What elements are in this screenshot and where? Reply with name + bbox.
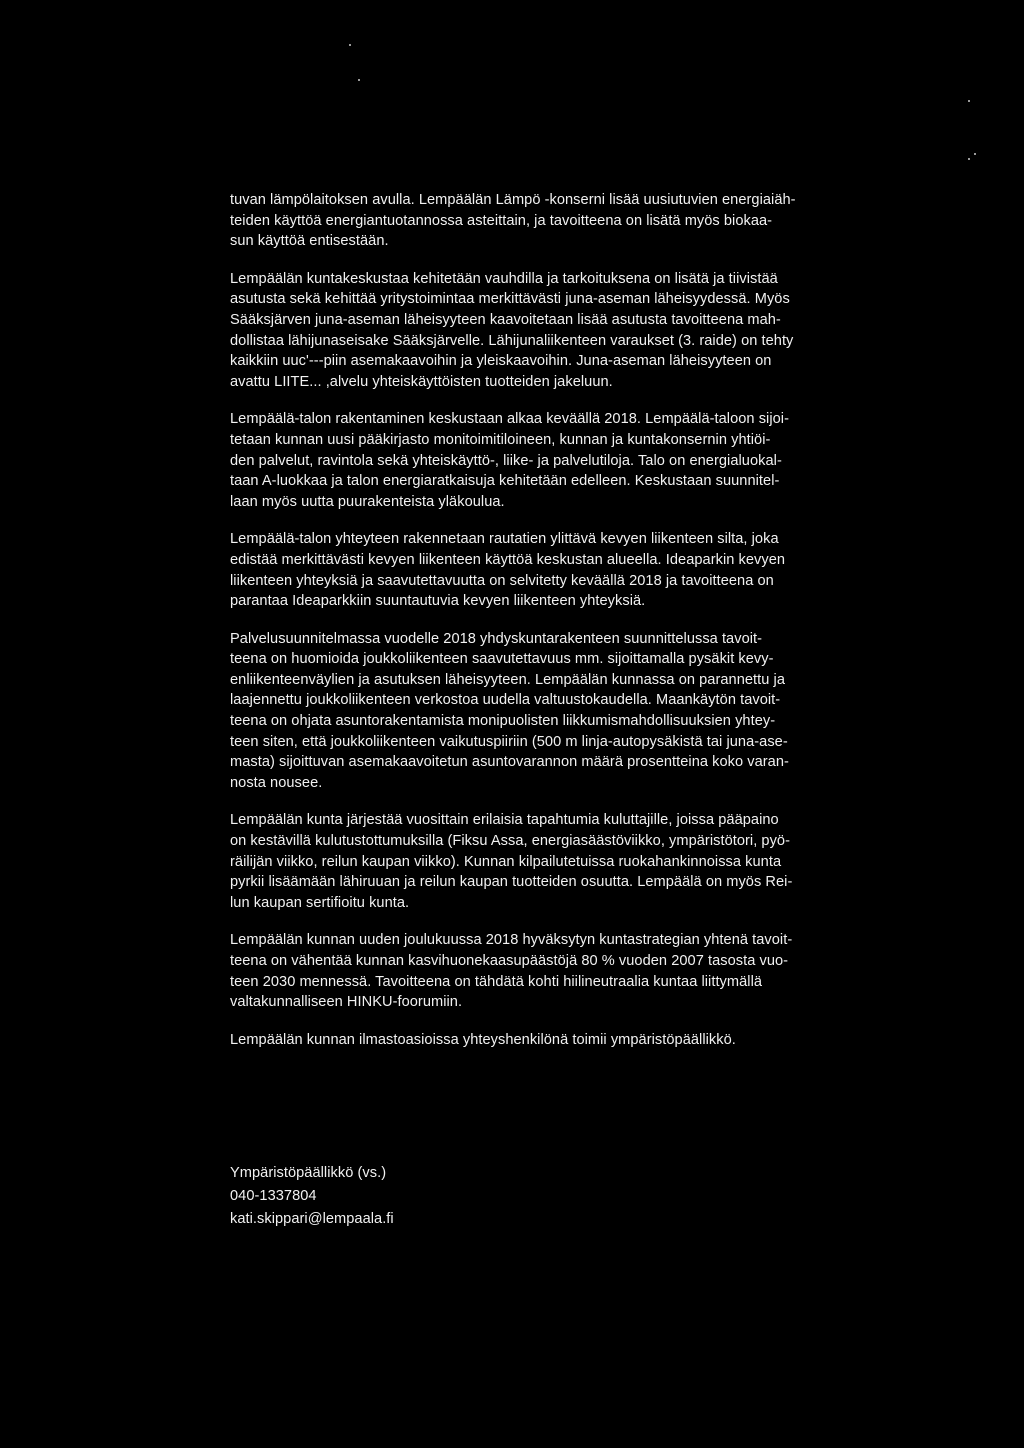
text-line: den palvelut, ravintola sekä yhteiskäyttö-, liike- ja palvelutiloja. Talo on energialuokal- <box>230 452 782 469</box>
text-line: avattu LIITE... ,alvelu yhteiskäyttöisten tuotteiden jakeluun. <box>230 373 613 390</box>
paragraph-contact-person <box>230 1030 870 1051</box>
text-line: Lempäälän kunnan uuden joulukuussa 2018 hyväksytyn kuntastrategian yhtenä tavoit- <box>230 932 793 949</box>
paragraph-events <box>230 810 870 913</box>
text-line: teen siten, että joukkoliikenteen vaikutuspiiriin (500 m linja-autopysäkistä tai juna-ase- <box>230 733 788 750</box>
text-line: Lempäälä-talon yhteyteen rakennetaan rautatien ylittävä kevyen liikenteen silta, joka <box>230 531 779 548</box>
text-line: valtakunnalliseen HINKU-foorumiin. <box>230 994 463 1011</box>
text-line: masta) sijoittuvan asemakaavoitetun asuntovarannon määrä prosentteina koko varan- <box>230 754 789 771</box>
text-line: teena on ohjata asuntorakentamista monipuolisten liikkumismahdollisuuksien yhtey- <box>230 713 776 730</box>
text-line: Lempäälän kunta järjestää vuosittain erilaisia tapahtumia kuluttajille, joissa pääpaino <box>230 812 779 829</box>
text-line: Lempäälän kuntakeskustaa kehitetään vauhdilla ja tarkoituksena on lisätä ja tiivistää <box>230 270 778 287</box>
paragraph-light-traffic-bridge <box>230 529 870 611</box>
text-line: on kestävillä kulutustottumuksilla (Fiksu Assa, energiasäästöviikko, ympäristötori, pyö- <box>230 833 791 850</box>
text-line: laan myös uutta puurakenteista yläkoulua. <box>230 493 505 510</box>
paragraph-energy <box>230 190 870 252</box>
text-line: enliikenteenväylien ja asutuksen läheisyyteen. Lempäälän kunnassa on parannettu ja <box>230 671 785 688</box>
text-line: tetaan kunnan uusi pääkirjasto monitoimitiloineen, kunnan ja kuntakonsernin yhtiöi- <box>230 431 771 448</box>
text-line: kaikkiin uuc'---piin asemakaavoihin ja yleiskaavoihin. Juna-aseman läheisyyteen on <box>230 353 772 370</box>
scan-speck <box>968 158 970 160</box>
text-line: teena on vähentää kunnan kasvihuonekaasupäästöjä 80 % vuoden 2007 tasosta vuo- <box>230 953 789 969</box>
text-line: Palvelusuunnitelmassa vuodelle 2018 yhdyskuntarakenteen suunnittelussa tavoit- <box>230 630 763 647</box>
scan-speck <box>358 79 360 81</box>
contact-email: kati.skippari@lempaala.fi <box>230 1211 394 1227</box>
text-line: räilijän viikko, reilun kaupan viikko). Kunnan kilpailutetuissa ruokahankinnoissa kunta <box>230 853 782 870</box>
scan-speck <box>349 44 351 46</box>
text-line: edistää merkittävästi kevyen liikenteen käyttöä keskustan alueella. Ideaparkin kevyen <box>230 551 786 568</box>
text-line: sun käyttöä entisestään. <box>230 233 389 250</box>
paragraph-strategy <box>230 930 870 1012</box>
text-line: tuvan lämpölaitoksen avulla. Lempäälän Lämpö -konserni lisää uusiutuvien energiaiäh- <box>230 192 796 208</box>
text-line: teen 2030 mennessä. Tavoitteena on tähdätä kohti hiilineutraalia kuntaa liittymällä <box>230 973 763 990</box>
text-line: lun kaupan sertifioitu kunta. <box>230 894 410 911</box>
scan-speck <box>968 100 970 102</box>
document-body <box>230 190 870 1050</box>
contact-title: Ympäristöpäällikkö (vs.) <box>230 1165 387 1181</box>
paragraph-public-transport <box>230 629 870 794</box>
text-line: laajennettu joukkoliikenteen verkostoa uudella valtuustokaudella. Maankäytön tavoit- <box>230 692 781 709</box>
text-line: Lempäälän kunnan ilmastoasioissa yhteyshenkilönä toimii ympäristöpäällikkö. <box>230 1031 736 1048</box>
text-line: teena on huomioida joukkoliikenteen saavutettavuus mm. sijoittamalla pysäkit kevy- <box>230 651 774 668</box>
text-line: taan A-luokkaa ja talon energiaratkaisuja kehitetään edelleen. Keskustaan suunnitel- <box>230 473 780 490</box>
paragraph-lempaala-talo <box>230 409 870 512</box>
text-line: parantaa Ideaparkkiin suuntautuvia kevyen liikenteen yhteyksiä. <box>230 593 646 610</box>
text-line: teiden käyttöä energiantuotannossa asteittain, ja tavoitteena on lisätä myös biokaa- <box>230 212 773 229</box>
text-line: pyrkii lisäämään lähiruuan ja reilun kaupan tuotteiden osuutta. Lempäälä on myös Rei- <box>230 874 793 891</box>
text-line: asutusta sekä kehittää yritystoimintaa merkittävästi juna-aseman läheisyydessä. Myös <box>230 291 790 308</box>
text-line: dollistaa lähijunaseisake Sääksjärvelle. Lähijunaliikenteen varaukset (3. raide) on tehty <box>230 332 794 349</box>
text-line: Sääksjärven juna-aseman läheisyyteen kaavoitetaan lisää asutusta tavoitteena mah- <box>230 311 781 328</box>
text-line: nosta nousee. <box>230 774 323 791</box>
contact-block <box>230 1162 630 1231</box>
text-line: Lempäälä-talon rakentaminen keskustaan alkaa keväällä 2018. Lempäälä-taloon sijoi- <box>230 411 790 428</box>
contact-phone: 040-1337804 <box>230 1188 317 1204</box>
text-line: liikenteen yhteyksiä ja saavutettavuutta on selvitetty keväällä 2018 ja tavoitteena on <box>230 572 774 589</box>
paragraph-town-centre <box>230 269 870 393</box>
scan-speck <box>974 153 976 155</box>
